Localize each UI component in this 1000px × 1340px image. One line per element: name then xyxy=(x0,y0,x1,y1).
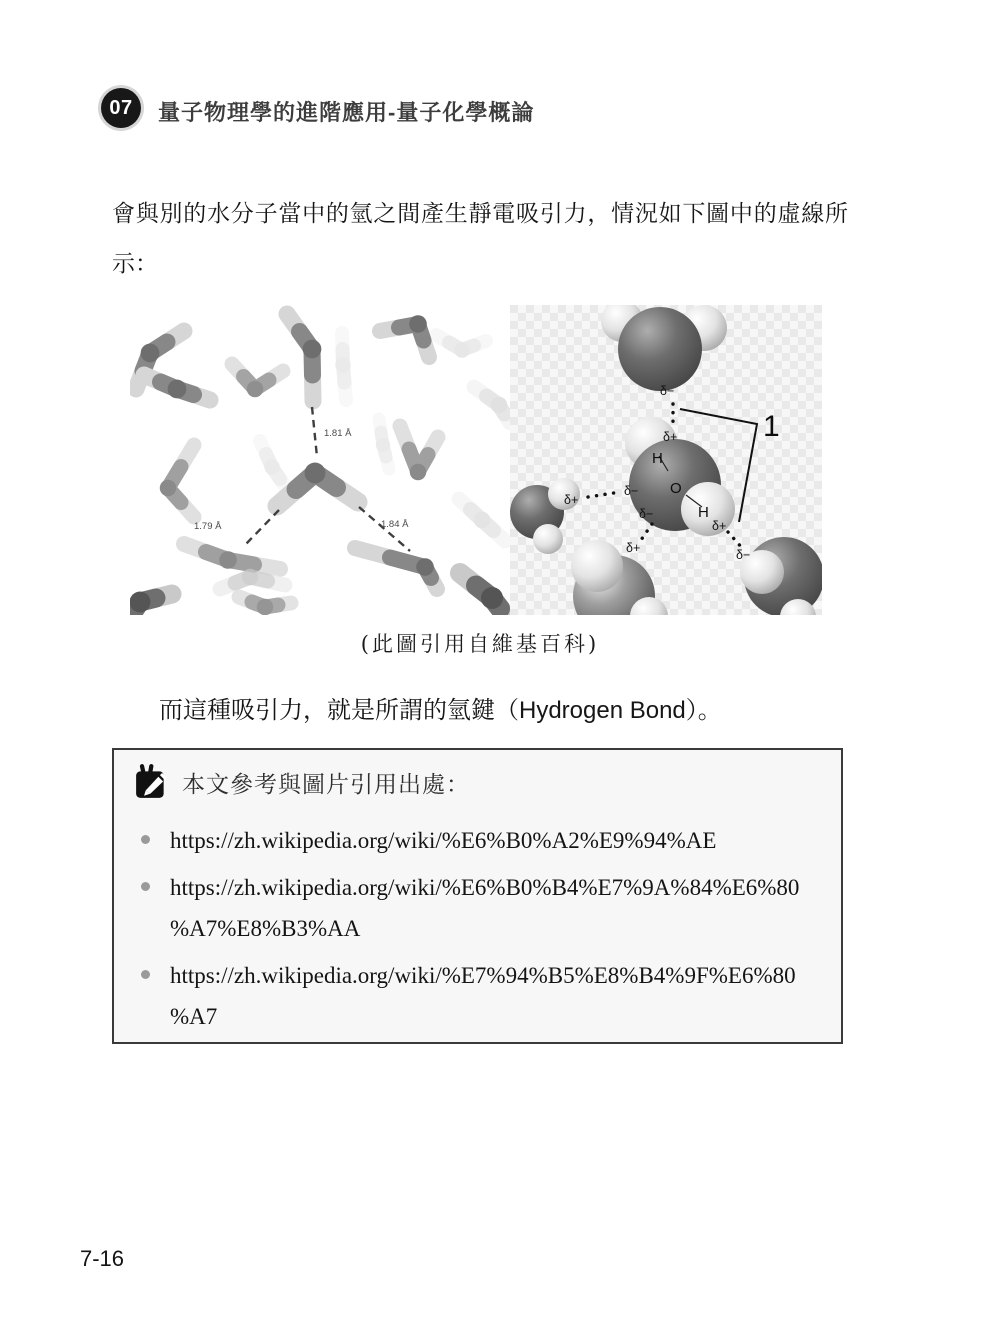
bullet-icon xyxy=(141,970,150,979)
water-3d-render-image xyxy=(130,305,510,615)
delta-plus-label: δ+ xyxy=(626,541,641,555)
delta-minus-label: δ− xyxy=(736,548,751,562)
body-paragraph: 而這種吸引力，就是所謂的氫鍵（Hydrogen Bond）。 xyxy=(159,697,722,724)
bond-length-label: 1.84 Å xyxy=(381,519,409,530)
intro-line-2: 示： xyxy=(112,250,158,276)
delta-plus-label: δ+ xyxy=(564,493,579,507)
references-header xyxy=(134,764,841,800)
reference-url-line: https://zh.wikipedia.org/wiki/%E7%94%B5%E8%B4%9F%E6%80 xyxy=(170,963,796,988)
chapter-number: 07 xyxy=(101,88,141,128)
water-delta-diagram-image xyxy=(510,305,822,615)
delta-minus-label: δ− xyxy=(639,507,654,521)
reference-url-line: https://zh.wikipedia.org/wiki/%E6%B0%B4%E7%9A%84%E6%80 xyxy=(170,875,800,900)
bond-length-label: 1.79 Å xyxy=(194,521,222,532)
delta-minus-label: δ− xyxy=(624,484,639,498)
chapter-badge xyxy=(98,85,144,131)
bond-length-label: 1.81 Å xyxy=(324,428,352,439)
intro-line-1: 會與別的水分子當中的氫之間產生靜電吸引力，情況如下圖中的虛線所 xyxy=(112,200,848,226)
references-box xyxy=(112,748,843,1044)
reference-item xyxy=(114,820,841,861)
memo-pen-icon xyxy=(134,764,170,800)
chapter-title: 量子物理學的進階應用-量子化學概論 xyxy=(158,100,535,125)
reference-item xyxy=(114,955,841,1037)
figure-caption: (此圖引用自維基百科) xyxy=(360,632,600,656)
delta-plus-label: δ+ xyxy=(663,430,678,444)
reference-url-line: %A7%E8%B3%AA xyxy=(170,916,361,941)
atom-label-h: H xyxy=(698,504,709,521)
delta-plus-label: δ+ xyxy=(712,519,727,533)
delta-minus-label: δ− xyxy=(660,384,675,398)
intro-paragraph xyxy=(112,188,848,288)
bullet-icon xyxy=(141,835,150,844)
atom-label-h: H xyxy=(652,450,663,467)
reference-url-line: https://zh.wikipedia.org/wiki/%E6%B0%A2%E9%94%AE xyxy=(170,828,717,853)
references-heading: 本文參考與圖片引用出處： xyxy=(182,770,470,797)
hydrogen-bond-figure xyxy=(130,305,822,615)
bullet-icon xyxy=(141,882,150,891)
page-number: 7-16 xyxy=(80,1246,125,1271)
reference-list xyxy=(114,820,841,1037)
callout-label: 1 xyxy=(763,410,780,443)
reference-item xyxy=(114,867,841,949)
atom-label-o: O xyxy=(670,480,682,497)
reference-url-line: %A7 xyxy=(170,1004,218,1029)
